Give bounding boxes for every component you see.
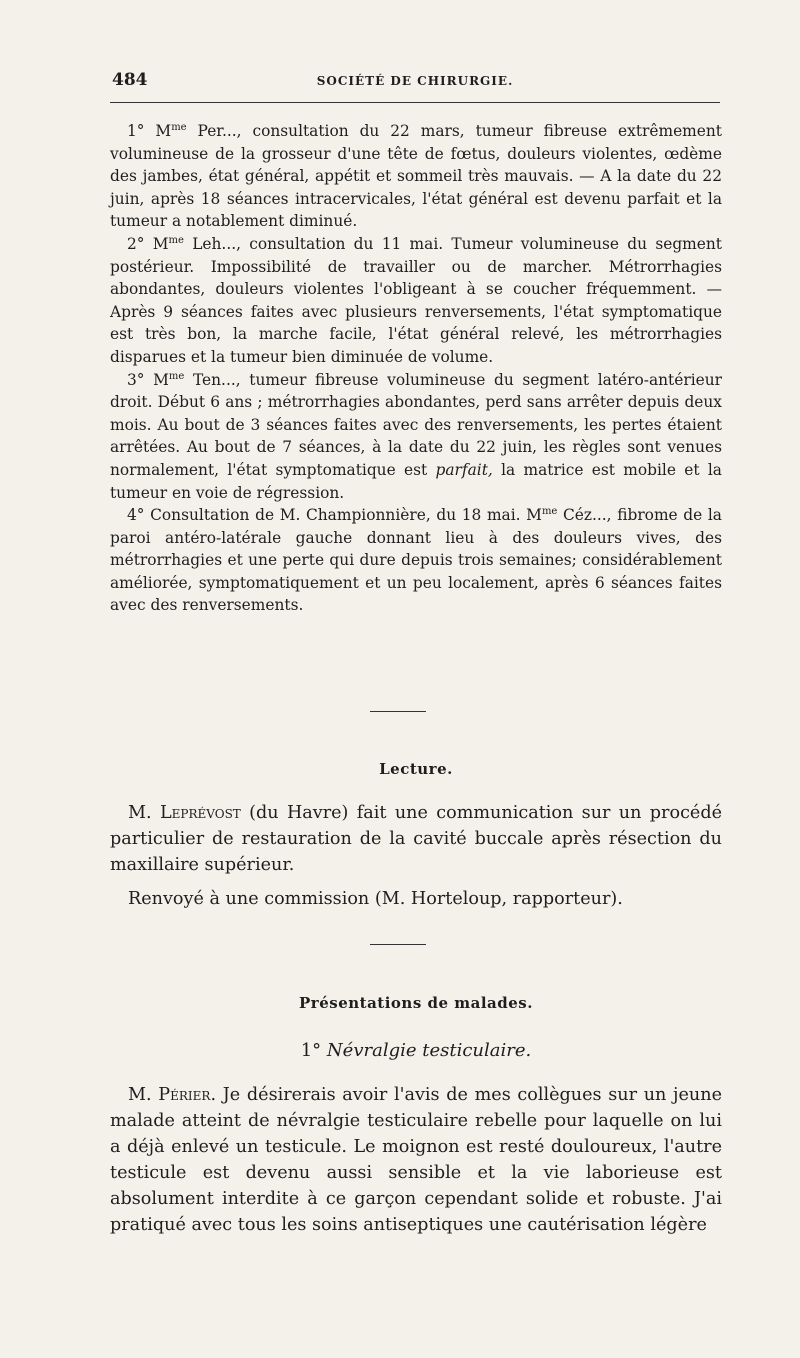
case-3: 3° $M^{me}$ Ten..., tumeur fibreuse volumineuse du segment latéro-antérieur droit. Début 6 ans ; métrorrhagies abondantes, perd sans arrêter depuis deux mois. Au bout de 3 séances faites avec des renversements, les pertes étaient arrêtées. Au bout de 7 séances, à la date du 22 juin, les règles sont venues normalement, l'état symptomatique est parfait, la matrice est mobile et la tumeur en voie de régression. — [110, 370, 722, 502]
page-header — [110, 70, 720, 96]
presentations-heading: Présentations de malades. — [299, 994, 533, 1012]
case-4: 4° Consultation de M. Championnière, du 18 mai. $M^{me}$ Céz..., fibrome de la paroi antéro-latérale gauche donnant lieu à des douleurs vives, des métrorrhagies et une perte qui dure depuis trois semaines; considérablement améliorée, symptomatiquement et un peu localement, après 6 séances faites avec des renversements. — [110, 505, 722, 615]
lecture-heading: Lecture. — [379, 760, 453, 778]
section-divider — [370, 944, 426, 945]
header-rule — [110, 102, 720, 103]
case-list — [110, 120, 722, 617]
case-1: 1° $M^{me}$ Per..., consultation du 22 mars, tumeur fibreuse extrêmement volumineuse de la grosseur d'une tête de fœtus, douleurs violentes, œdème des jambes, état général, appétit et sommeil très mauvais. — A la date du 22 juin, après 18 séances intracervicales, l'état général est devenu parfait et la tumeur a notablement diminué. — [110, 121, 722, 231]
lecture-author: M. Leprévost — [128, 803, 241, 823]
case-2: 2° $M^{me}$ Leh..., consultation du 11 mai. Tumeur volumineuse du segment postérieur. Impossibilité de travailler ou de marcher. Métrorrhagies abondantes, douleurs violentes l'obligeant à se coucher fréquemment. — Après 9 séances faites avec plusieurs renversements, l'état symptomatique est très bon, la marche facile, l'état général relevé, les métrorrhagies disparues et la tumeur bien diminuée de volume. — [110, 234, 722, 366]
section-divider — [370, 711, 426, 712]
page-number: 484 — [112, 70, 148, 90]
presentation-subheading: 1° Névralgie testiculaire. — [300, 1040, 532, 1061]
presentation-author: M. Périer. — [128, 1085, 217, 1105]
lecture-paragraph: M. Leprévost (du Havre) fait une communication sur un procédé particulier de restauration de la cavité buccale après résection du maxillaire supérieur. — [110, 803, 723, 875]
lecture-referral: Renvoyé à une commission (M. Horteloup, rapporteur). — [128, 889, 623, 909]
presentation-paragraph: M. Périer. Je désirerais avoir l'avis de mes collègues sur un jeune malade atteint de névralgie testiculaire rebelle pour laquelle on lui a déjà enlevé un testicule. Le moignon est resté douloureux, l'autre testicule est devenu aussi sensible et la vie laborieuse est absolument interdite à ce garçon cependant solide et robuste. J'ai pratiqué avec tous les soins antiseptiques une cautérisation légère — [110, 1085, 722, 1235]
presentation-section — [110, 1082, 722, 1238]
running-head: SOCIÉTÉ DE CHIRURGIE. — [316, 74, 514, 88]
lecture-section — [110, 800, 722, 912]
